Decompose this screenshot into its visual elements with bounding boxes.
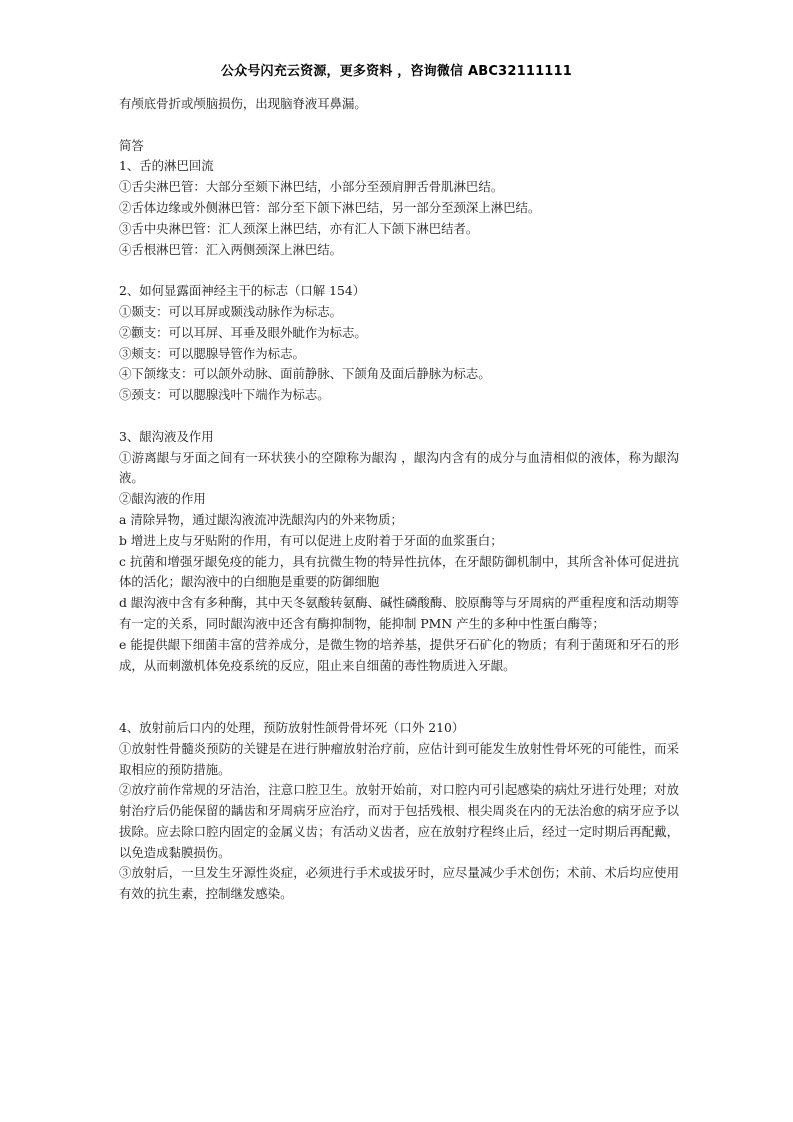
section-title: 简答 — [119, 137, 144, 153]
question-2-title: 2、如何显露面神经主干的标志（口解 154） — [119, 283, 366, 299]
question-1-item: ④舌根淋巴管：汇入两侧颈深上淋巴结。 — [119, 241, 343, 257]
spacer — [119, 676, 679, 718]
question-1-item: ②舌体边缘或外侧淋巴管：部分至下颌下淋巴结，另一部分至颈深上淋巴结。 — [119, 199, 541, 215]
spacer — [119, 115, 679, 136]
question-2-item: ①颞支：可以耳屏或颞浅动脉作为标志。 — [119, 303, 343, 319]
question-3-item: d 龈沟液中含有多种酶，其中天冬氨酸转氨酶、碱性磷酸酶、胶原酶等与牙周病的严重程度和活动期等有一定的关系，同时龈沟液中还含有酶抑制物，能抑制 PMN 产生的多种中性蛋白酶等； — [119, 595, 679, 631]
question-3-item: ②龈沟液的作用 — [119, 491, 206, 507]
spacer — [119, 406, 679, 427]
question-2-item: ④下颌缘支：可以颌外动脉、面前静脉、下颌角及面后静脉为标志。 — [119, 366, 491, 382]
question-3-item: e 能提供龈下细菌丰富的营养成分，是微生物的培养基，提供牙石矿化的物质；有利于菌斑和牙石的形成，从而刺激机体免疫系统的反应，阻止来自细菌的毒性物质进入牙龈。 — [119, 636, 679, 673]
question-2-item: ⑤颈支：可以腮腺浅叶下端作为标志。 — [119, 387, 330, 403]
document-body — [119, 94, 679, 905]
question-3-item: a 清除异物，通过龈沟液流冲洗龈沟内的外来物质； — [119, 511, 403, 527]
question-4-item: ①放射性骨髓炎预防的关键是在进行肿瘤放射治疗前，应估计到可能发生放射性骨坏死的可能性，而采取相应的预防措施。 — [119, 740, 679, 777]
question-3-item: b 增进上皮与牙贴附的作用，有可以促进上皮附着于牙面的血浆蛋白； — [119, 532, 503, 548]
question-4-item: ③放射后，一旦发生牙源性炎症，必须进行手术或拔牙时，应尽量减少手术创伤；术前、术后均应使用有效的抗生素，控制继发感染。 — [119, 865, 679, 902]
intro-paragraph: 有颅底骨折或颅脑损伤，出现脑脊液耳鼻漏。 — [119, 96, 367, 111]
spacer — [119, 260, 679, 281]
question-1-title: 1、舌的淋巴回流 — [119, 158, 214, 174]
question-1-item: ①舌尖淋巴管：大部分至颏下淋巴结，小部分至颈肩胛舌骨肌淋巴结。 — [119, 179, 504, 195]
page-header: 公众号闪充云资源，更多资料 ，咨询微信 ABC32111111 — [220, 64, 573, 79]
question-4-title: 4、放射前后口内的处理，预防放射性颌骨骨坏死（口外 210） — [119, 719, 465, 735]
question-3-item: ①游离龈与牙面之间有一环状狭小的空隙称为龈沟 ，龈沟内含有的成分与血清相似的液体，称为龈沟液。 — [119, 449, 679, 486]
question-2-item: ③颊支：可以腮腺导管作为标志。 — [119, 345, 305, 361]
question-2-item: ②颧支：可以耳屏、耳垂及眼外眦作为标志。 — [119, 324, 367, 340]
question-3-item: c 抗菌和增强牙龈免疫的能力，具有抗微生物的特异性抗体，在牙龈防御机制中，其所含补体可促进抗体的活化；龈沟液中的白细胞是重要的防御细胞 — [119, 553, 679, 590]
question-1-item: ③舌中央淋巴管：汇人颈深上淋巴结，亦有汇人下颌下淋巴结者。 — [119, 220, 479, 236]
question-3-title: 3、龈沟液及作用 — [119, 428, 214, 444]
question-4-item: ②放疗前作常规的牙洁治，注意口腔卫生。放射开始前，对口腔内可引起感染的病灶牙进行处理；对放射治疗后仍能保留的龋齿和牙周病牙应治疗，而对于包括残根、根尖周炎在内的无法治愈的病牙应予以拔除。应去除口腔内固定的金属义齿；有活动义齿者，应在放射疗程终止后，经过一定时期后再配戴，以免造成黏膜损伤。 — [119, 782, 679, 860]
